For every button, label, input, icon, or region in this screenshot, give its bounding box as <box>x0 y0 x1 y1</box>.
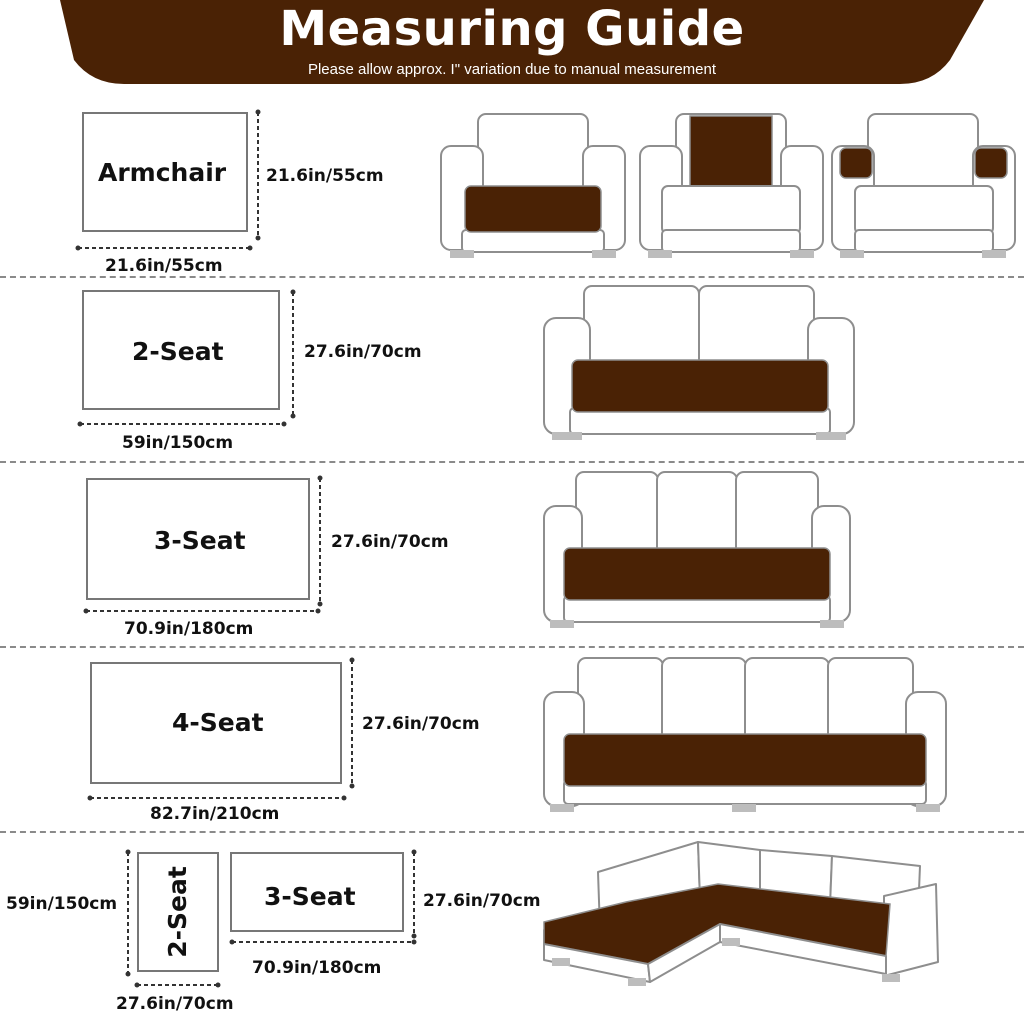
page-title: Measuring Guide <box>279 1 745 57</box>
two-seat-label: 2-Seat <box>132 337 224 366</box>
four-seat-dimension-lines <box>88 658 355 801</box>
armchair-armrest-cover-illustration <box>832 114 1015 258</box>
two-seat-sofa-illustration <box>544 286 854 440</box>
sectional-dimension-lines <box>126 850 417 988</box>
three-seat-height-dim: 27.6in/70cm <box>331 532 449 552</box>
armchair-height-dim: 21.6in/55cm <box>266 166 384 186</box>
two-seat-height-dim: 27.6in/70cm <box>304 342 422 362</box>
three-seat-sofa-illustration <box>544 472 850 628</box>
three-seat-dimension-lines <box>84 476 323 614</box>
sectional-left-width-dim: 27.6in/70cm <box>116 994 234 1014</box>
sectional-right-width-dim: 70.9in/180cm <box>252 958 382 978</box>
sectional-sofa-illustration <box>544 842 938 986</box>
two-seat-width-dim: 59in/150cm <box>122 433 234 453</box>
sectional-right-height-dim: 27.6in/70cm <box>423 891 541 911</box>
armchair-dimension-lines <box>76 110 261 251</box>
three-seat-label: 3-Seat <box>154 526 246 555</box>
sectional-left-height-dim: 59in/150cm <box>6 894 118 914</box>
page-subtitle: Please allow approx. I" variation due to manual measurement <box>307 61 717 78</box>
three-seat-width-dim: 70.9in/180cm <box>124 619 254 639</box>
four-seat-height-dim: 27.6in/70cm <box>362 714 480 734</box>
two-seat-dimension-lines <box>78 290 296 427</box>
armchair-width-dim: 21.6in/55cm <box>105 256 223 276</box>
armchair-label: Armchair <box>98 158 227 187</box>
four-seat-sofa-illustration <box>544 658 946 812</box>
four-seat-label: 4-Seat <box>172 708 264 737</box>
armchair-seat-cover-illustration <box>441 114 625 258</box>
sectional-right-label: 3-Seat <box>264 882 356 911</box>
sectional-left-label: 2-Seat <box>163 866 192 958</box>
four-seat-width-dim: 82.7in/210cm <box>150 804 280 824</box>
armchair-backrest-cover-illustration <box>640 114 823 258</box>
